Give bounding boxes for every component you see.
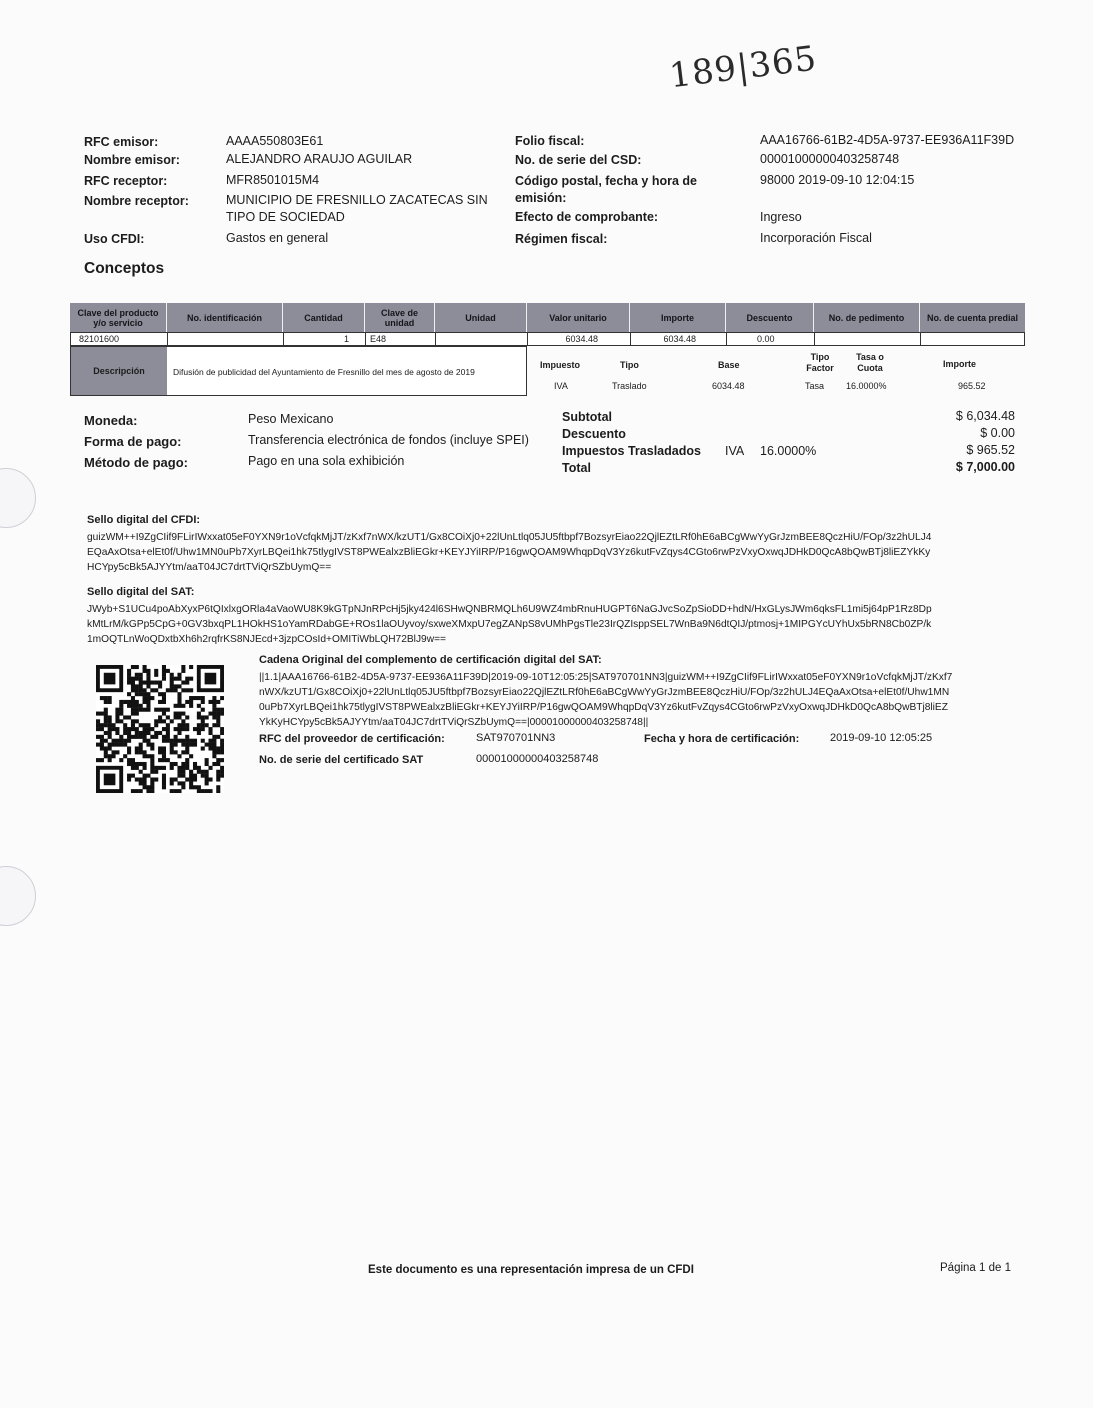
th-cuenta-predial: No. de cuenta predial — [926, 312, 1019, 323]
serie-sat-value: 00001000000403258748 — [476, 753, 599, 765]
td-no-pedimento — [815, 333, 921, 345]
tax-impuesto: IVA — [554, 381, 568, 391]
impuestos-label: Impuestos Trasladados — [562, 444, 701, 458]
th-descuento: Descuento — [726, 303, 814, 332]
codigo-postal-label: Código postal, fecha y hora de — [515, 174, 697, 188]
rfc-emisor-value: AAAA550803E61 — [226, 134, 324, 148]
uso-cfdi-value: Gastos en general — [226, 231, 329, 245]
cadena-line: ||1.1|AAA16766-61B2-4D5A-9737-EE936A11F39D|2019-09-10T12:05:25|SAT970701NN3|guizWM++I9ZgCIif9FLirIWxxat05eF0YXN9r1oVcfqkMjJT/zKxf7 — [259, 672, 953, 683]
binder-hole — [0, 866, 36, 926]
td-cantidad: 1 — [284, 333, 366, 345]
subtotal-label: Subtotal — [562, 410, 612, 424]
th-no-pedimento: No. de pedimento — [814, 303, 920, 332]
rfc-emisor-label: RFC emisor: — [84, 135, 159, 149]
sello-sat-line: 1mOQTLnWoQDxtbXh6h2rqfrKS8NJEcd+3jzpCOsId+OMITiWbLQH72BlJ9w== — [87, 634, 446, 645]
td-clave-producto: 82101600 — [71, 333, 168, 345]
th-valor-unitario: Valor unitario — [527, 303, 630, 332]
page-number: Página 1 de 1 — [940, 1262, 1011, 1274]
descuento-value: $ 0.00 — [980, 426, 1015, 440]
cadena-text — [259, 670, 1029, 730]
cadena-line: YkKyHCYpy5cBk5AJYYtm/aaT04JC7drtTViQrSZbUymQ==|00001000000403258748|| — [259, 717, 649, 728]
serie-csd-value: 00001000000403258748 — [760, 152, 900, 166]
moneda-value: Peso Mexicano — [248, 412, 334, 426]
metodo-pago-value: Pago en una sola exhibición — [248, 454, 405, 468]
rfc-receptor-value: MFR8501015M4 — [226, 173, 320, 187]
table-row — [70, 332, 1025, 346]
rfc-receptor-label: RFC receptor: — [84, 174, 168, 188]
th-unidad: Unidad — [435, 303, 527, 332]
codigo-postal-value: 98000 2019-09-10 12:04:15 — [760, 173, 915, 187]
tax-header-tipo: Tipo — [620, 360, 639, 370]
sello-sat-text — [87, 602, 1032, 647]
tax-header-impuesto: Impuesto — [540, 360, 581, 370]
th-no-identificacion: No. identificación — [167, 303, 283, 332]
rfc-proveedor-value: SAT970701NN3 — [476, 732, 556, 744]
tax-base: 6034.48 — [712, 381, 745, 391]
tax-tasa: 16.0000% — [846, 381, 887, 391]
impuestos-value: $ 965.52 — [966, 443, 1015, 457]
description-box — [70, 346, 527, 396]
th-cantidad: Cantidad — [283, 303, 365, 332]
qr-code — [96, 665, 224, 793]
td-descuento: 0.00 — [727, 333, 815, 345]
codigo-postal-label-line2: emisión: — [515, 191, 567, 205]
tax-tipo: Traslado — [612, 381, 647, 391]
nombre-emisor-value: ALEJANDRO ARAUJO AGUILAR — [226, 152, 413, 166]
description-text: Difusión de publicidad del Ayuntamiento de Fresnillo del mes de agosto de 2019 — [173, 367, 475, 377]
rfc-proveedor-label: RFC del proveedor de certificación: — [259, 733, 445, 745]
forma-pago-value: Transferencia electrónica de fondos (incluye SPEI) — [248, 433, 529, 447]
nombre-receptor-value: MUNICIPIO DE FRESNILLO ZACATECAS SIN — [226, 193, 488, 207]
th-importe: Importe — [630, 303, 726, 332]
th-clave-producto: Clave del producto y/o servicio — [70, 303, 167, 332]
total-label: Total — [562, 461, 591, 475]
conceptos-title: Conceptos — [84, 260, 165, 277]
regimen-label: Régimen fiscal: — [515, 232, 608, 246]
sello-sat-title: Sello digital del SAT: — [87, 586, 195, 598]
efecto-value: Ingreso — [760, 210, 802, 224]
table-header — [70, 303, 1025, 332]
sello-cfdi-line: guizWM++I9ZgCIif9FLirIWxxat05eF0YXN9r1oVcfqkMjJT/zKxf7nWX/kzUT1/Gx8COiXj0+22lUnLtlq05JU5ftbpf7BozsyrEiao22QjlEZtLRf0hE6aBCgWwYyGrJzmBEE8QczHiU/FOp/3z2hULJ4 — [87, 532, 932, 543]
tax-header-importe: Importe — [943, 359, 977, 369]
td-unidad — [436, 333, 528, 345]
td-valor-unitario: 6034.48 — [528, 333, 631, 345]
forma-pago-label: Forma de pago: — [84, 434, 182, 449]
sello-cfdi-line: HCYpy5cBk5AJYYtm/aaT04JC7drtTViQrSZbUymQ== — [87, 562, 332, 573]
regimen-value: Incorporación Fiscal — [760, 231, 872, 245]
fecha-certificacion-label: Fecha y hora de certificación: — [644, 733, 800, 745]
moneda-label: Moneda: — [84, 413, 138, 428]
cadena-line: nWX/kzUT1/Gx8COiXj0+22lUnLtlq05JU5ftbpf7BozsyrEiao22QjlEZtLRf0hE6aBCgWwYyGrJzmBEE8QczHiU/FOp/3z2hULJ4EQaAxOtsa+elEt0f/Uhw1MN — [259, 687, 950, 698]
td-no-identificacion — [168, 333, 284, 345]
tax-header-tasa: Tasa o Cuota — [856, 352, 884, 373]
tax-header-tipo-factor: Tipo Factor — [806, 352, 834, 373]
metodo-pago-label: Método de pago: — [84, 455, 188, 470]
footer-text: Este documento es una representación impresa de un CFDI — [368, 1264, 694, 1276]
efecto-label: Efecto de comprobante: — [515, 210, 659, 224]
nombre-emisor-label: Nombre emisor: — [84, 153, 180, 167]
tax-tipo-factor: Tasa — [805, 381, 825, 391]
cadena-title: Cadena Original del complemento de certificación digital del SAT: — [259, 654, 602, 666]
handwritten-note: 189|365 — [667, 38, 820, 97]
fecha-certificacion-value: 2019-09-10 12:05:25 — [830, 732, 933, 744]
description-label: Descripción — [71, 347, 167, 395]
folio-fiscal-label: Folio fiscal: — [515, 134, 585, 148]
binder-hole — [0, 468, 36, 528]
serie-csd-label: No. de serie del CSD: — [515, 153, 642, 167]
sello-cfdi-text — [87, 530, 1032, 575]
serie-sat-label: No. de serie del certificado SAT — [259, 754, 424, 766]
sello-sat-line: kMtLrM/kGPp5CpG+0GV3bxqPL1HOkHS1oYamRDabGE+ROs1laOUyvoy/sxweXMxpU7egZANpS8vUMhPgsTle23IrQZIsppSEL7WnBa9N6dtQIJ/ptmosj+1MIPGYcUYhUx5bRN8Cb0ZP/k — [87, 619, 932, 630]
nombre-receptor-value-line2: TIPO DE SOCIEDAD — [226, 210, 345, 224]
qr-code-graphic — [96, 665, 224, 793]
tax-importe: 965.52 — [958, 381, 986, 391]
td-clave-unidad: E48 — [366, 333, 436, 345]
tax-header-base: Base — [718, 360, 740, 370]
subtotal-value: $ 6,034.48 — [955, 409, 1015, 423]
th-clave-unidad: Clave de unidad — [365, 303, 435, 332]
uso-cfdi-label: Uso CFDI: — [84, 232, 145, 246]
sello-cfdi-title: Sello digital del CFDI: — [87, 514, 201, 526]
td-importe: 6034.48 — [631, 333, 727, 345]
td-cuenta-predial — [921, 333, 1024, 345]
folio-fiscal-value: AAA16766-61B2-4D5A-9737-EE936A11F39D — [760, 133, 1015, 147]
total-value: $ 7,000.00 — [955, 460, 1015, 474]
sello-cfdi-line: EQaAxOtsa+elEt0f/Uhw1MN0uPb7XyrLBQei1hk75tlygIVST8PWEalxzBliEGkr+KEYJYiIRP/P16gwQOAM9WhqpDqV3Yz6kutFvZqys4CGto6rwPzVxyOxwqJDHkD0QcA8bQwBTj8liEZYkKy — [87, 547, 931, 558]
cadena-line: 0uPb7XyrLBQei1hk75tlygIVST8PWEalxzBliEGkr+KEYJYiIRP/P16gwQOAM9WhqpDqV3Yz6kutFvZqys4CGto6rwPzVxyOxwqJDHkD0QcA8bQwBTj8liEZ — [259, 702, 948, 713]
sello-sat-line: JWyb+S1UCu4poAbXyxP6tQIxlxgORla4aVaoWU8K9kGTpNJnRPcHj5jky424l6SHwQNBRMQLh6U9WZ4mbRnuHUGPT6NaGJvcSoZpSioDD+hdN/HxGLysJWm6qksFL1mi5j64pP1Rz8Dp — [87, 604, 932, 615]
impuestos-tax: IVA — [725, 444, 745, 458]
descuento-label: Descuento — [562, 427, 626, 441]
impuestos-rate: 16.0000% — [760, 444, 817, 458]
nombre-receptor-label: Nombre receptor: — [84, 194, 189, 208]
